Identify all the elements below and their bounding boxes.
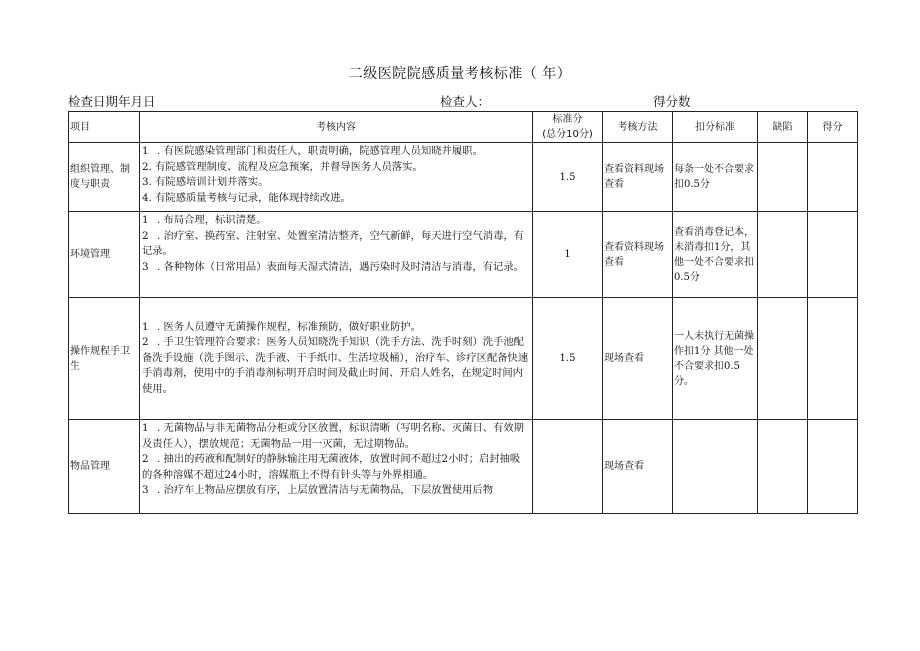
table-row <box>69 420 858 514</box>
content-line: 1 . 无菌物品与非无菌物品分柜或分区放置，标识清晰（写明名称、灭菌日、有效期及责任人），摆放规范；无菌物品一用一灭菌，无过期物品。 <box>142 422 524 450</box>
score-total-label: 得分数 <box>653 94 691 109</box>
table-row <box>69 212 858 298</box>
row-defect <box>758 420 808 514</box>
row-item: 物品管理 <box>69 420 140 514</box>
row-score <box>808 420 858 514</box>
content-line: 1 . 布局合理，标识清楚。 <box>142 214 267 226</box>
row-item: 组织管理、制度与职责 <box>69 143 140 212</box>
page-title: 二级医院院感质量考核标准（ 年） <box>348 66 572 82</box>
content-line: 2. 有院感管理制度、流程及应急预案，并督导医务人员落实。 <box>142 160 423 173</box>
header-item: 项目 <box>69 112 140 143</box>
row-content <box>140 298 533 420</box>
header-score: 得分 <box>808 112 858 143</box>
header-deduct: 扣分标准 <box>673 112 758 143</box>
row-method: 查看资料现场查看 <box>603 143 673 212</box>
row-score <box>808 212 858 298</box>
inspector-label: 检查人： <box>440 94 491 109</box>
table-header-row <box>69 112 858 143</box>
content-line: 3. 有院感培训计划并落实。 <box>142 176 269 188</box>
row-defect <box>758 298 808 420</box>
header-content: 考核内容 <box>140 112 533 143</box>
content-line: 1 . 医务人员遵守无菌操作规程，标准预防，做好职业防护。 <box>142 320 421 333</box>
row-standard <box>533 420 603 514</box>
row-deduct <box>673 420 758 514</box>
row-standard: 1 <box>533 212 603 298</box>
row-deduct: 查看消毒登记本，未消毒扣1分，其他一处不合要求扣0.5分 <box>673 212 758 298</box>
assessment-table <box>68 111 858 514</box>
row-content-clip <box>142 421 530 511</box>
row-content <box>140 420 533 514</box>
row-item: 环境管理 <box>69 212 140 298</box>
content-line: 3 . 各种物体（日常用品）表面每天湿式清洁，遇污染时及时清洁与消毒，有记录。 <box>142 260 524 273</box>
content-line: 2 . 手卫生管理符合要求：医务人员知晓洗手知识（洗手方法、洗手时刻）洗手池配备洗手设施（洗手图示、洗手液、干手纸巾、生活垃圾桶），治疗车、诊疗区配备快速手消毒剂，使用中的手消毒剂标明开启时间及截止时间、开启人姓名，在规定时间内使用。 <box>142 336 529 395</box>
row-score <box>808 143 858 212</box>
content-line: 4. 有院感质量考核与记录，能体现持续改进。 <box>142 191 351 204</box>
row-defect <box>758 212 808 298</box>
row-item: 操作规程手卫生 <box>69 298 140 420</box>
inspection-date-label: 检查日期年月日 <box>68 94 156 109</box>
row-defect <box>758 143 808 212</box>
content-line: 3 . 治疗车上物品应摆放有序，上层放置清洁与无菌物品，下层放置使用后物 <box>142 484 494 496</box>
content-line: 1 . 有医院感染管理部门和责任人，职责明确，院感管理人员知晓并履职。 <box>142 145 483 157</box>
content-line: 2 . 治疗室、换药室、注射室、处置室清洁整齐，空气新鲜，每天进行空气消毒，有记录。 <box>142 229 524 257</box>
row-score <box>808 298 858 420</box>
row-standard: 1.5 <box>533 298 603 420</box>
row-method: 现场查看 <box>603 298 673 420</box>
header-standard-line1: 标准分 <box>552 114 583 125</box>
row-deduct: 一人未执行无菌操作扣1分 其他一处不合要求扣0.5分。 <box>673 298 758 420</box>
header-defect: 缺陷 <box>758 112 808 143</box>
row-deduct: 每条一处不合要求扣0.5分 <box>673 143 758 212</box>
table-row <box>69 143 858 212</box>
table-row <box>69 298 858 420</box>
row-method: 查看资料现场查看 <box>603 212 673 298</box>
header-standard <box>533 112 603 143</box>
row-method: 现场查看 <box>603 420 673 514</box>
row-standard: 1.5 <box>533 143 603 212</box>
row-content <box>140 143 533 212</box>
header-method: 考核方法 <box>603 112 673 143</box>
content-line: 2 . 抽出的药液和配制好的静脉输注用无菌液体，放置时间不超过2小时；启封抽吸的各种溶媒不超过24小时，溶媒瓶上不得有针头等与外界相通。 <box>142 453 521 481</box>
header-standard-line2: (总分10分) <box>542 129 593 140</box>
row-content <box>140 212 533 298</box>
